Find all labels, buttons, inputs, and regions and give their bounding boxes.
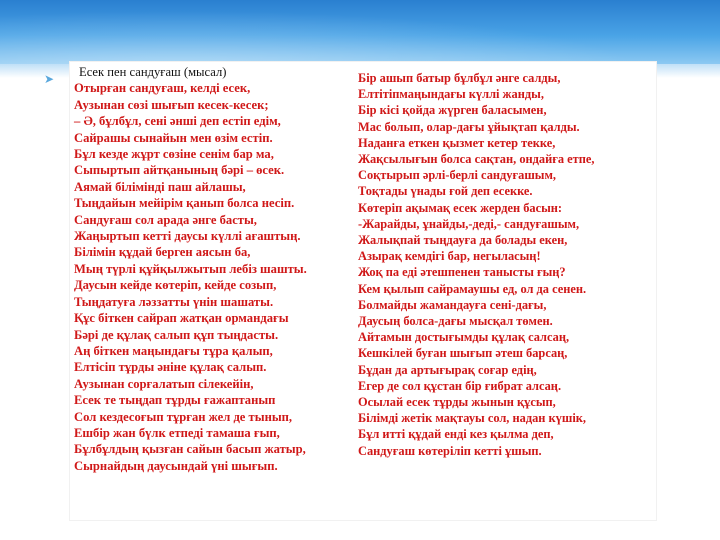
poem-line: Білімді жетік мақтауы сол, надан күшік, [358, 411, 587, 426]
poem-line: Аң біткен маңындағы тұра қалып, [74, 343, 273, 358]
poem-line: Наданға еткен қызмет кетер текке, [358, 135, 556, 150]
poem-line: Аямай білімінді паш айлашы, [74, 179, 246, 194]
poem-line: Бәрі де құлақ салып құп тыңдасты. [74, 327, 279, 342]
poem-line: -Жарайды, ұнайды,-деді,- сандуғашым, [358, 216, 580, 231]
poem-line: Бұдан да артығырақ соғар едің, [358, 362, 537, 377]
poem-line: – Ә, бұлбұл, сені әнші деп естіп едім, [74, 114, 281, 129]
poem-line: Елтісіп тұрды әніне құлақ салып. [74, 360, 267, 375]
poem-line: Бір ашып батыр бұлбұл әнге салды, [358, 71, 561, 85]
poem-line: Жалықпай тыңдауға да болады екен, [358, 233, 568, 248]
poem-line: Осылай есек тұрды жынын құсып, [358, 395, 556, 410]
poem-line: Жоқ па еді әтешпенен танысты ғың? [358, 265, 566, 280]
poem-line: Даусың болса-дағы мысқал төмен. [358, 314, 553, 329]
poem-line: Болмайды жамандауға сені-дағы, [358, 297, 547, 312]
poem-column-left [74, 64, 307, 474]
poem-column-right [358, 70, 595, 459]
poem-line: Есек те тыңдап тұрды ғажаптанып [74, 393, 276, 408]
poem-line: Аузынан сорғалатып сілекейін, [74, 376, 254, 391]
poem-line: Бұлбұлдың қызған сайын басып жатыр, [74, 442, 306, 457]
poem-line: Мың түрлі құйқылжытып лебіз шашты. [74, 261, 307, 276]
poem-line: Тоқтады үнады ғой деп есекке. [358, 184, 533, 199]
arrow-bullet-icon: ➤ [44, 72, 55, 86]
poem-line: Тыңдатуға ләззатты үнін шашаты. [74, 294, 274, 309]
poem-line: Бұл итті құдай енді кез қылма деп, [358, 427, 554, 442]
poem-line: Құс біткен сайрап жатқан ормандағы [74, 311, 289, 326]
poem-line: Жаңыртып кетті даусы күллі ағаштың. [74, 229, 301, 244]
poem-line: Жақсылығын болса сақтан, ондайға етпе, [358, 152, 595, 167]
poem-line: Сандуғаш көтеріліп кетті ұшып. [358, 443, 542, 458]
poem-line: Азырақ кемдігі бар, негыласың! [358, 249, 541, 264]
poem-text-box [70, 62, 656, 520]
poem-line: Көтеріп ақымақ есек жерден басын: [358, 200, 563, 215]
poem-line: Кешкілей буған шығып әтеш барсаң, [358, 346, 568, 361]
poem-title: Есек пен сандуғаш (мысал) [79, 65, 227, 79]
poem-line: Ешбір жан бүлк етпеді тамаша ғып, [74, 425, 280, 440]
poem-line: Отырған сандуғаш, келді есек, [74, 81, 251, 96]
poem-line: Білімін құдай берген аясын ба, [74, 245, 251, 260]
poem-line: Сол кездесоғып тұрған жел де тынып, [74, 409, 293, 424]
poem-line: Аузынан сөзі шығып кесек-кесек; [74, 97, 269, 112]
poem-line: Бұл кезде жұрт сөзіне сенім бар ма, [74, 147, 274, 162]
poem-line: Сандуғаш сол арада әнге басты, [74, 212, 257, 227]
poem-line: Егер де сол құстан бір ғибрат алсаң. [358, 378, 562, 393]
poem-line: Соқтырып әрлі-берлі сандуғашым, [358, 168, 556, 183]
poem-line: Сырнайдың даусындай үні шығып. [74, 458, 278, 473]
poem-line: Сыпыртып айтқанының бәрі – өсек. [74, 163, 285, 178]
poem-line: Айтамын достығымды құлақ салсаң, [358, 330, 570, 345]
poem-line: Елтітіпмаңындағы күллі жанды, [358, 87, 544, 102]
poem-line: Сайрашы сынайын мен өзім естіп. [74, 130, 273, 145]
header-glow [0, 0, 720, 64]
poem-line: Мас болып, олар-дағы ұйықтап қалды. [358, 119, 580, 134]
poem-line: Кем қылып сайрамаушы ед, ол да сенен. [358, 281, 587, 296]
poem-line: Бір кісі қойда жүрген баласымен, [358, 103, 547, 118]
poem-line: Даусын кейде көтеріп, кейде созып, [74, 278, 277, 293]
poem-line: Тыңдайын мейірім қанып болса несіп. [74, 196, 295, 211]
